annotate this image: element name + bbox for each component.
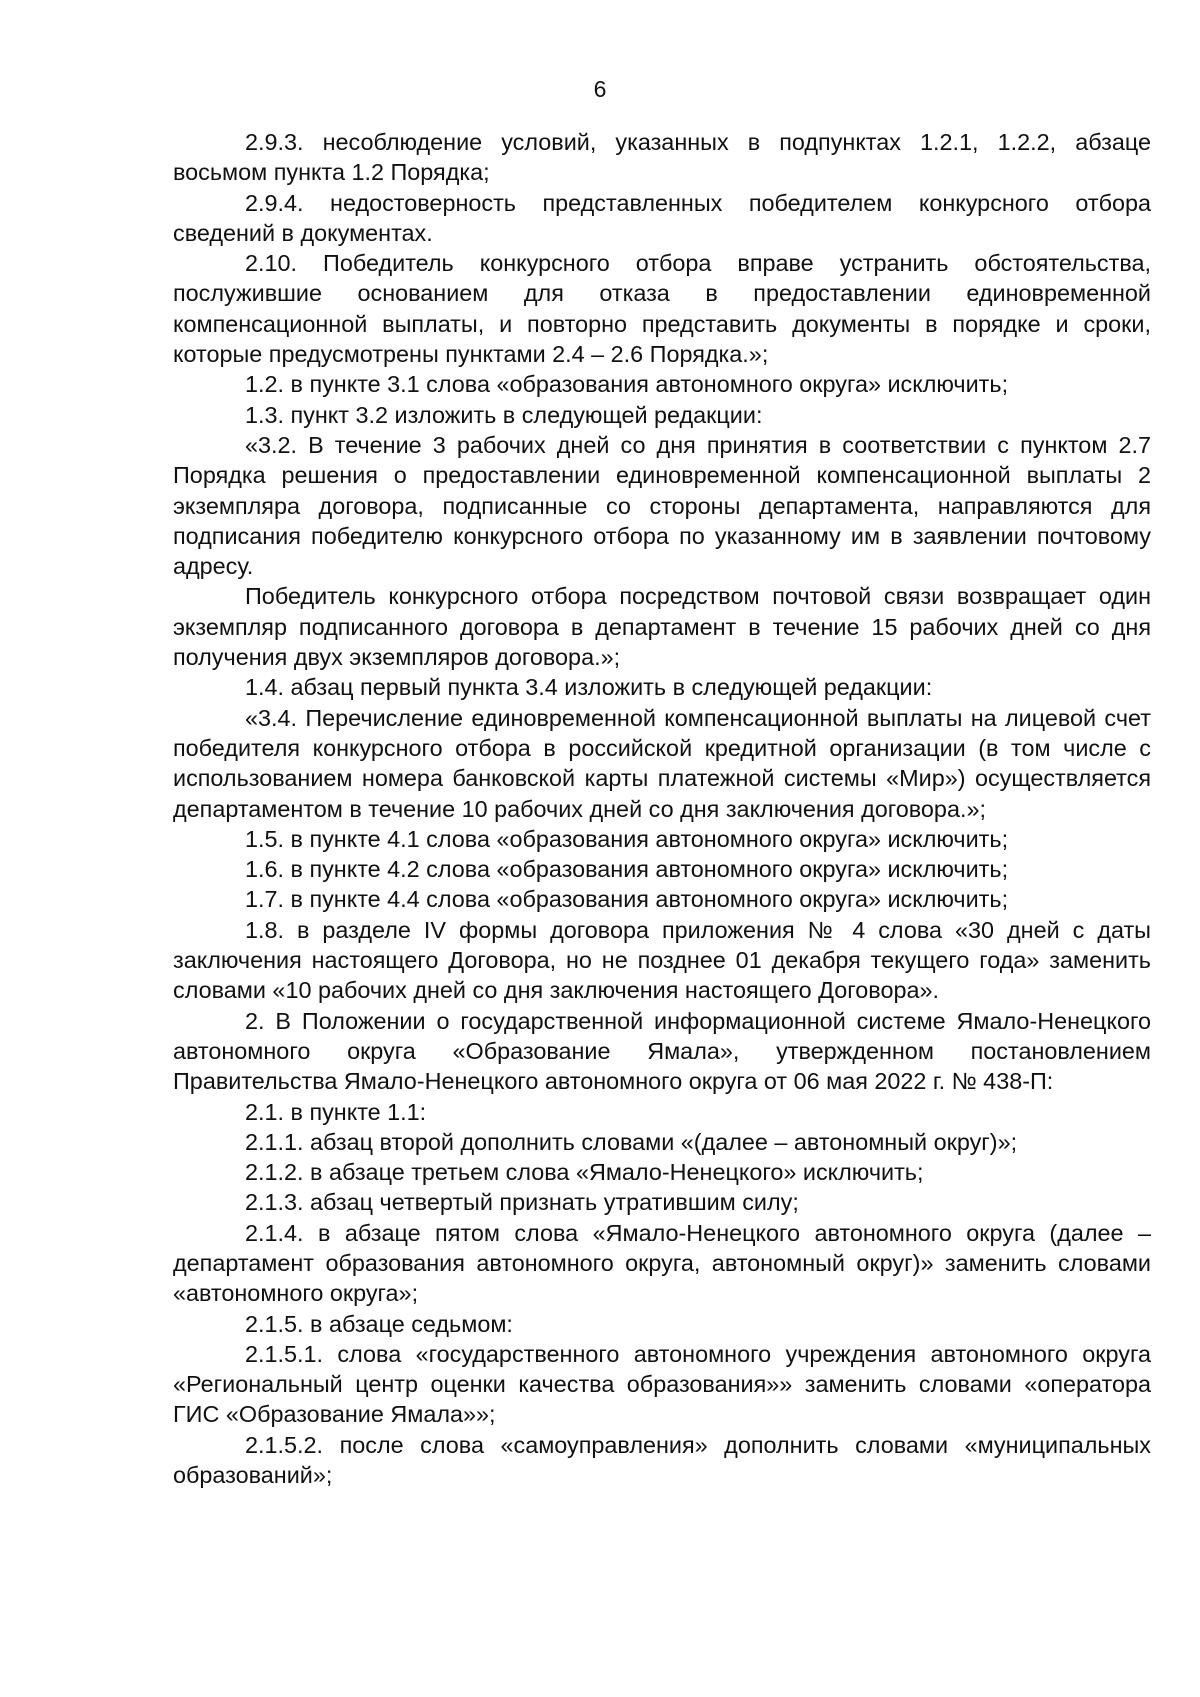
paragraph-1-5: 1.5. в пункте 4.1 слова «образования автономного округа» исключить; <box>245 825 1009 852</box>
page-number: 6 <box>593 76 607 102</box>
paragraph-2-1-5-1: 2.1.5.1. слова «государственного автономного учреждения автономного округа «Региональный центр оценки качества образования»» заменить словами «оператора ГИС «Образование Ямала»»; <box>173 1340 1151 1428</box>
paragraph-2-1-1: 2.1.1. абзац второй дополнить словами «(далее – автономный округ)»; <box>245 1128 1018 1155</box>
paragraph-3-2: «3.2. В течение 3 рабочих дней со дня принятия в соответствии с пунктом 2.7 Порядка решения о предоставлении единовременной компенсационной выплаты 2 экземпляра договора, подписанные со стороны департамента, направляются для подписания победителю конкурсного отбора по указанному им в заявлении почтовому адресу. <box>173 431 1151 580</box>
paragraph-3-2-continued: Победитель конкурсного отбора посредством почтовой связи возвращает один экземпляр подписанного договора в департамент в течение 15 рабочих дней со дня получения двух экземпляров договора.»; <box>173 583 1151 671</box>
paragraph-2-1-5: 2.1.5. в абзаце седьмом: <box>245 1310 513 1337</box>
paragraph-2-9-4: 2.9.4. недостоверность представленных победителем конкурсного отбора сведений в документах. <box>173 189 1151 246</box>
paragraph-3-4: «3.4. Перечисление единовременной компенсационной выплаты на лицевой счет победителя конкурсного отбора в российской кредитной организации (в том числе с использованием номера банковской карты платежной системы «Мир») осуществляется департаментом в течение 10 рабочих дней со дня заключения договора.»; <box>173 704 1151 822</box>
paragraph-2: 2. В Положении о государственной информационной системе Ямало-Ненецкого автономного округа «Образование Ямала», утвержденном постановлением Правительства Ямало-Ненецкого автономного округа от 06 мая 2022 г. № 438-П: <box>173 1007 1151 1095</box>
paragraph-2-1-2: 2.1.2. в абзаце третьем слова «Ямало-Ненецкого» исключить; <box>245 1159 924 1186</box>
paragraph-1-2: 1.2. в пункте 3.1 слова «образования автономного округа» исключить; <box>245 371 1009 398</box>
paragraph-2-1: 2.1. в пункте 1.1: <box>245 1098 427 1125</box>
paragraph-2-9-3: 2.9.3. несоблюдение условий, указанных в подпунктах 1.2.1, 1.2.2, абзаце восьмом пункта 1.2 Порядка; <box>173 129 1151 186</box>
paragraph-1-4: 1.4. абзац первый пункта 3.4 изложить в следующей редакции: <box>245 674 933 701</box>
paragraph-2-1-3: 2.1.3. абзац четвертый признать утратившим силу; <box>245 1189 799 1216</box>
document-body <box>173 127 1151 1490</box>
paragraph-1-3: 1.3. пункт 3.2 изложить в следующей редакции: <box>245 401 763 428</box>
paragraph-2-1-4: 2.1.4. в абзаце пятом слова «Ямало-Ненецкого автономного округа (далее – департамент образования автономного округа, автономный округ)» заменить словами «автономного округа»; <box>173 1219 1151 1307</box>
paragraph-2-10: 2.10. Победитель конкурсного отбора вправе устранить обстоятельства, послужившие основанием для отказа в предоставлении единовременной компенсационной выплаты, и повторно представить документы в порядке и сроки, которые предусмотрены пунктами 2.4 – 2.6 Порядка.»; <box>173 250 1151 368</box>
paragraph-2-1-5-2: 2.1.5.2. после слова «самоуправления» дополнить словами «муниципальных образований»; <box>173 1431 1151 1489</box>
paragraph-1-6: 1.6. в пункте 4.2 слова «образования автономного округа» исключить; <box>245 856 1009 883</box>
paragraph-1-7: 1.7. в пункте 4.4 слова «образования автономного округа» исключить; <box>245 886 1009 913</box>
paragraph-1-8: 1.8. в разделе IV формы договора приложения № 4 слова «30 дней с даты заключения настоящего Договора, но не позднее 01 декабря текущего года» заменить словами «10 рабочих дней со дня заключения настоящего Договора». <box>173 916 1151 1004</box>
